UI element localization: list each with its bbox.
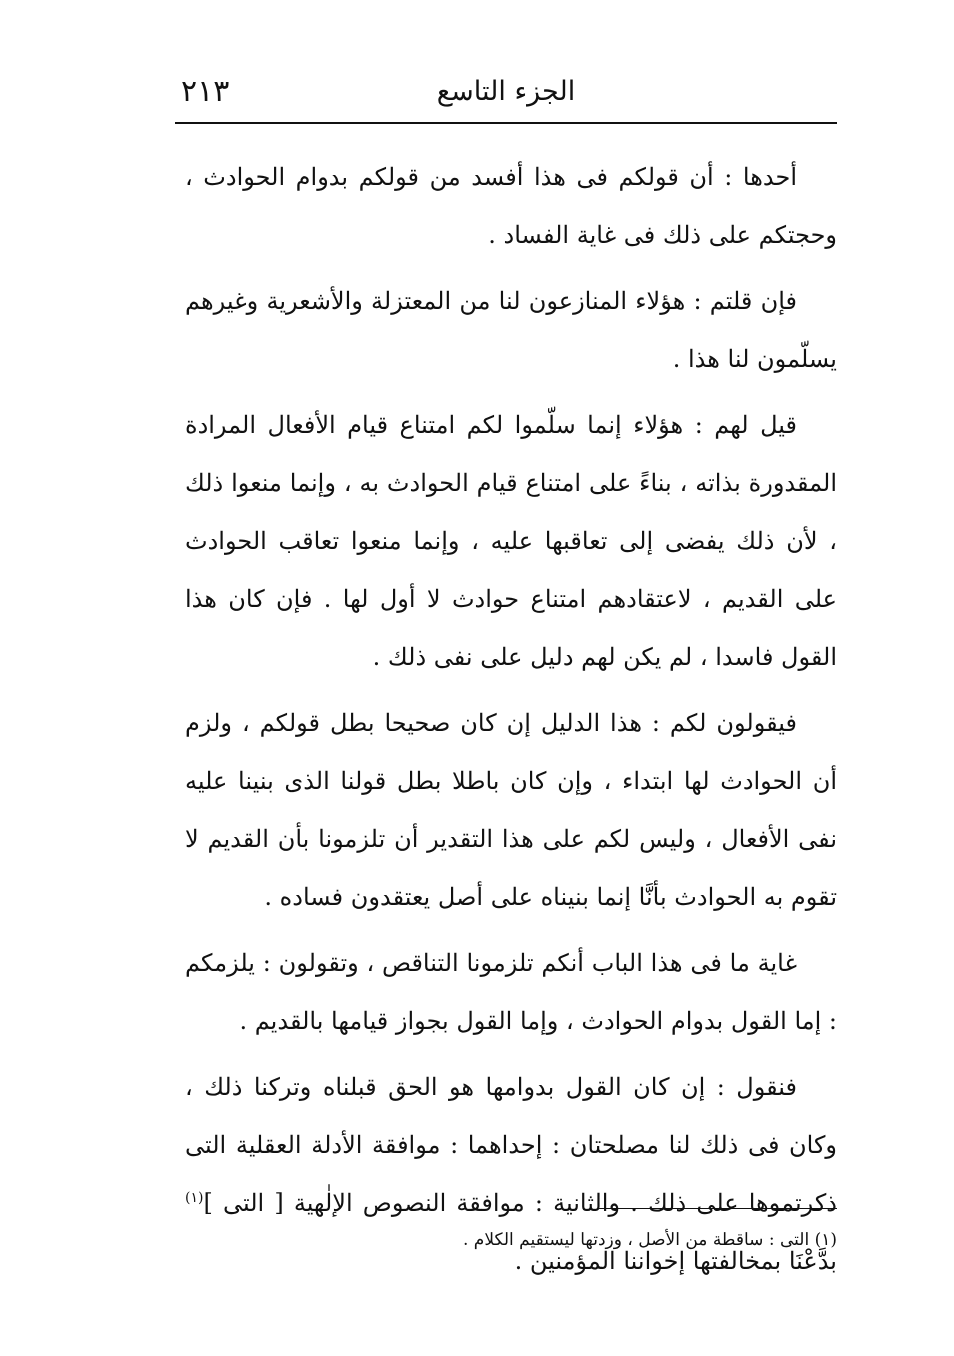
main-text (185, 148, 837, 1298)
footnote-marker: (١) (185, 1190, 204, 1206)
paragraph: أحدها : أن قولكم فى هذا أفسد من قولكم بدوام الحوادث ، وحجتكم على ذلك فى غاية الفساد . (185, 163, 837, 249)
paragraph: فيقولون لكم : هذا الدليل إن كان صحيحا بطل قولكم ، ولزم أن الحوادث لها ابتداء ، وإن كان باطلا بطل قولنا الذى بنينا عليه نفى الأفعال ، وليس لكم على هذا التقدير أن تلزمونا بأن القديم لا تقوم به الحوادث بأنَّا إنما بنيناه على أصل يعتقدون فساده . (185, 709, 837, 911)
book-page (175, 60, 837, 1300)
paragraph: غاية ما فى هذا الباب أنكم تلزمونا التناقص ، وتقولون : يلزمكم : إما القول بدوام الحوادث ، وإما القول بجواز قيامها بالقديم . (185, 949, 837, 1035)
header-rule (175, 122, 837, 124)
paragraph: فإن قلتم : هؤلاء المنازعون لنا من المعتزلة والأشعرية وغيرهم يسلّمون لنا هذا . (185, 287, 837, 373)
footnote-rule (597, 1208, 837, 1209)
paragraph-tail: بدَّعْنَا بمخالفتها إخواننا المؤمنين . (514, 1247, 837, 1275)
page-header (175, 72, 837, 112)
paragraph: قيل لهم : هؤلاء إنما سلّموا لكم امتناع قيام الأفعال المرادة المقدورة بذاته ، بناءً على امتناع قيام الحوادث به ، وإنما منعوا ذلك ، لأن ذلك يفضى إلى تعاقبها عليه ، وإنما منعوا تعاقب الحوادث على القديم ، لاعتقادهم امتناع حوادث لا أول لها . فإن كان هذا القول فاسدا ، لم يكن لهم دليل على نفى ذلك . (185, 411, 837, 671)
paragraph-text: فنقول : إن كان القول بدوامها هو الحق قبلناه وتركنا ذلك ، وكان فى ذلك لنا مصلحتان : إحداهما : موافقة الأدلة العقلية التى ذكرتموها على ذلك . والثانية : موافقة النصوص الإلٰهية [ التى ] (185, 1073, 837, 1217)
footnote: (١) التى : ساقطة من الأصل ، وزدتها ليستقيم الكلام . (462, 1230, 837, 1250)
paragraph (185, 1058, 837, 1290)
page-number: ٢١٣ (181, 74, 230, 109)
running-title: الجزء التاسع (436, 76, 576, 107)
